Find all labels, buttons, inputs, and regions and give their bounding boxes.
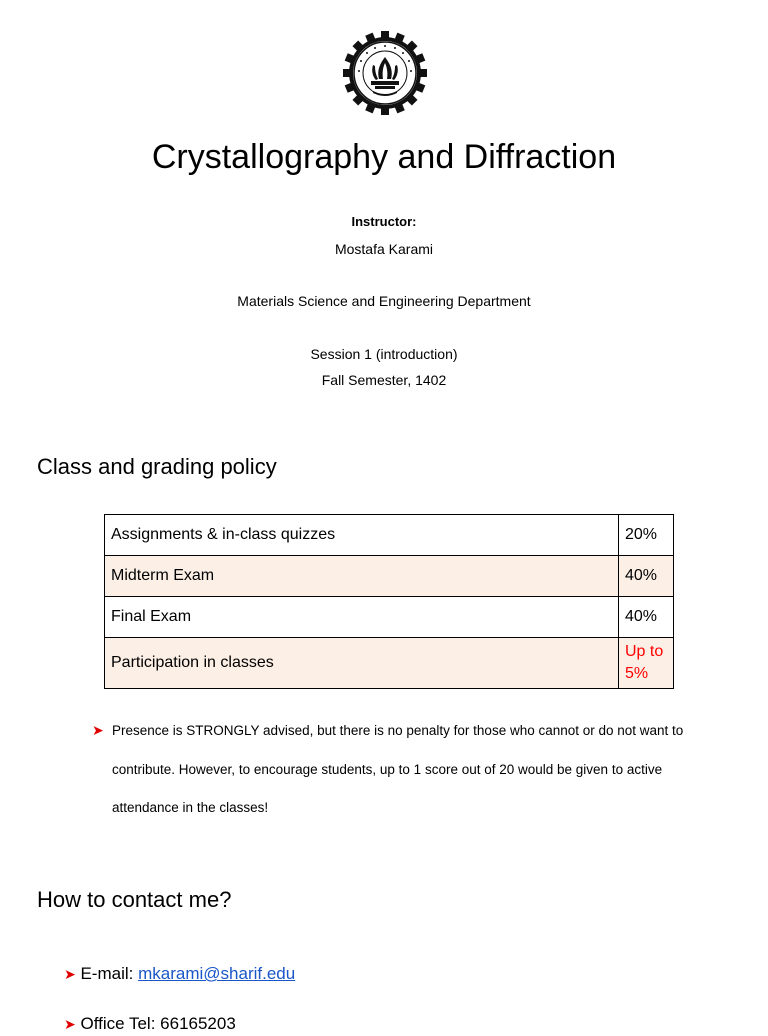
- contact-heading: How to contact me?: [37, 887, 232, 912]
- table-row: [105, 556, 674, 597]
- grading-value: 20%: [619, 515, 674, 556]
- grading-item: Participation in classes: [105, 638, 619, 689]
- office-tel: Office Tel: 66165203: [80, 1014, 236, 1033]
- office-tel-line: [64, 1012, 236, 1036]
- session: Session 1 (introduction): [310, 346, 458, 362]
- grading-item: Final Exam: [105, 597, 619, 638]
- semester: Fall Semester, 1402: [321, 372, 447, 388]
- university-logo: [343, 31, 427, 115]
- arrow-bullet-icon: ➤: [64, 966, 76, 982]
- email-line: [64, 962, 295, 986]
- grading-value: Up to 5%: [619, 638, 674, 689]
- email-label: E-mail:: [80, 964, 134, 983]
- instructor-name: Mostafa Karami: [334, 241, 434, 257]
- table-row: [105, 515, 674, 556]
- grading-item: Midterm Exam: [105, 556, 619, 597]
- grading-heading: Class and grading policy: [37, 454, 277, 479]
- arrow-bullet-icon: ➤: [92, 722, 104, 738]
- page-title: Crystallography and Diffraction: [151, 138, 617, 176]
- instructor-label: Instructor:: [351, 214, 417, 229]
- grading-item: Assignments & in-class quizzes: [105, 515, 619, 556]
- department: Materials Science and Engineering Department: [237, 293, 531, 309]
- email-link[interactable]: mkarami@sharif.edu: [138, 964, 296, 983]
- grading-value: 40%: [619, 556, 674, 597]
- grading-table: [104, 514, 674, 689]
- grading-note: Presence is STRONGLY advised, but there is no penalty for those who cannot or do not want to contribute. However, to encourage students, up to 1 score out of 20 would be given to active attendance in the classes!: [112, 723, 684, 815]
- arrow-bullet-icon: ➤: [64, 1016, 76, 1032]
- grading-value: 40%: [619, 597, 674, 638]
- table-row: [105, 597, 674, 638]
- table-row: [105, 638, 674, 689]
